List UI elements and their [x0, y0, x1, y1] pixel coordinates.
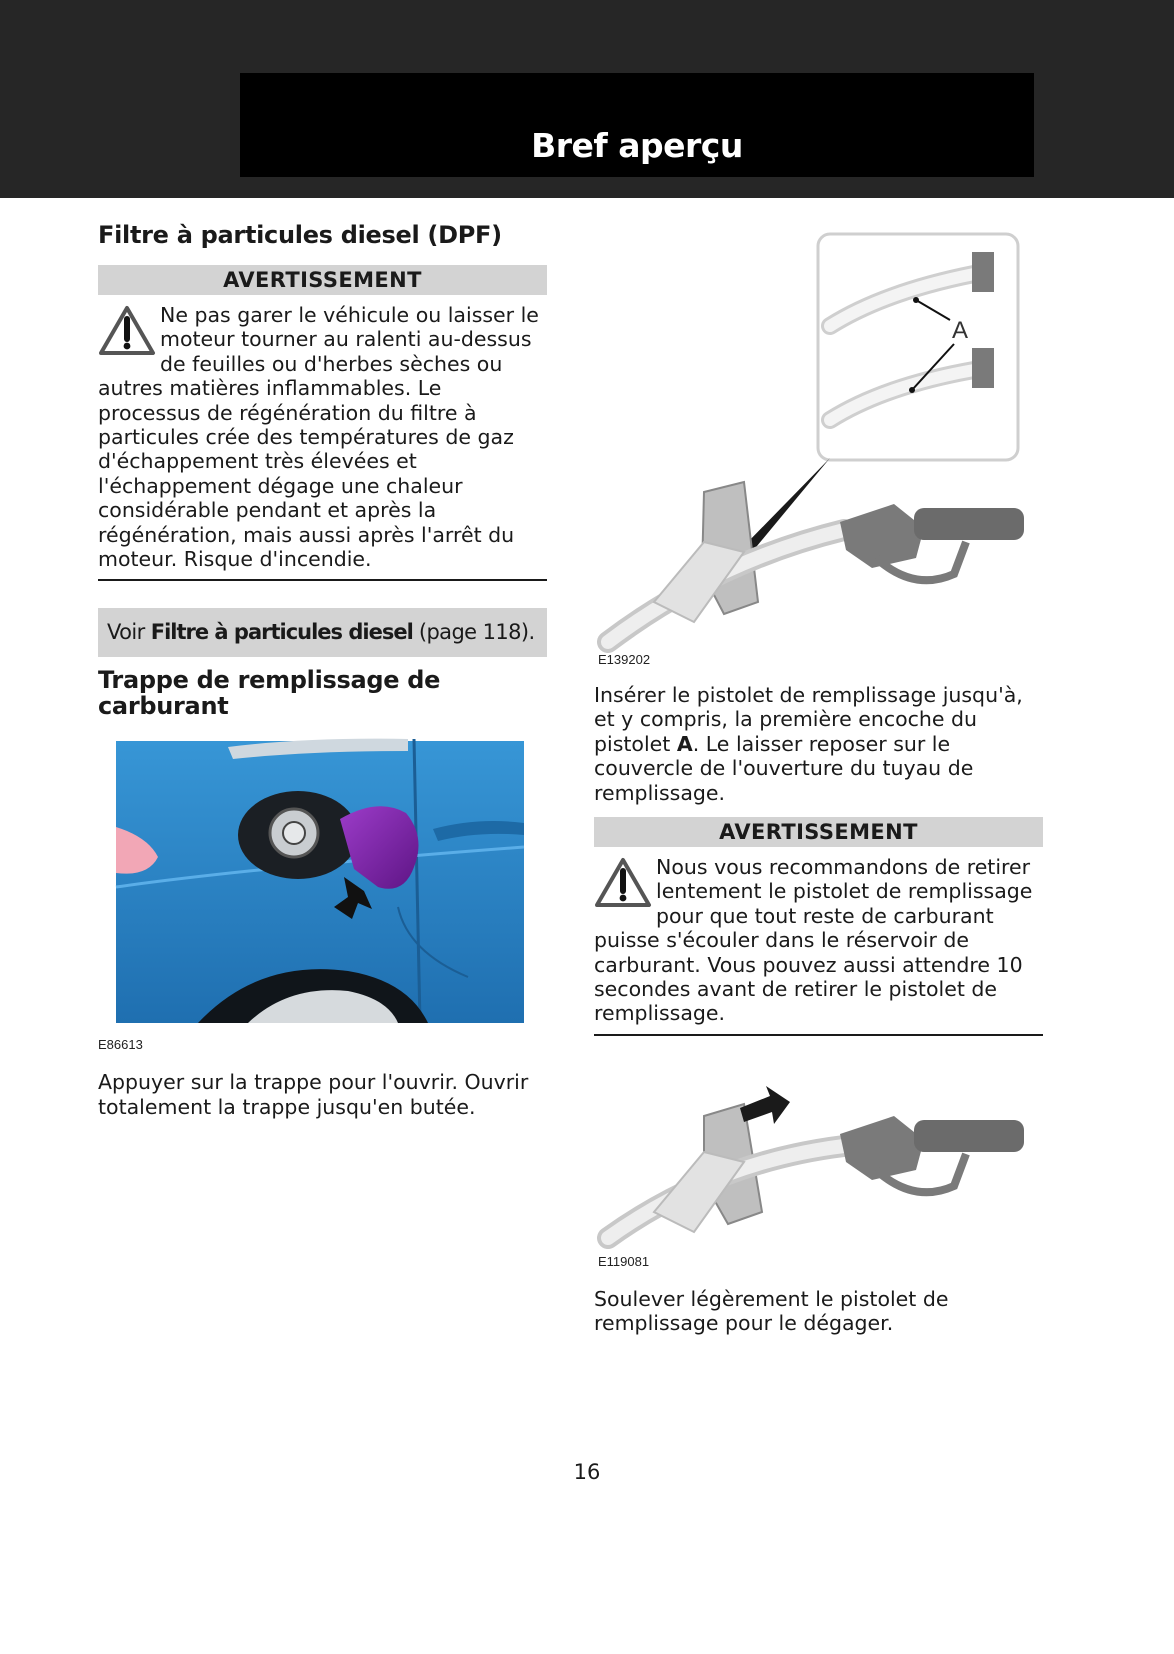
callout-a-label: A [952, 317, 969, 344]
chapter-title: Bref aperçu [531, 126, 743, 165]
see-reference: Voir Filtre à particules diesel (page 118). [98, 608, 547, 657]
warning-label: AVERTISSEMENT [98, 265, 547, 295]
figure-caption-e139202: E139202 [598, 652, 651, 667]
warning-triangle-icon [594, 857, 652, 909]
dpf-heading: Filtre à particules diesel (DPF) [98, 221, 502, 249]
warning-box-2 [594, 847, 1043, 1036]
fuel-door-illustration [108, 737, 528, 1027]
page-number: 16 [573, 1460, 601, 1484]
fuel-nozzle-illustration [594, 222, 1034, 662]
paragraph-open-door: Appuyer sur la trappe pour l'ouvrir. Ouvrir totalement la trappe jusqu'en butée. [98, 1070, 529, 1119]
fuel-door-heading: Trappe de remplissage de carburant [98, 666, 441, 721]
paragraph-lift-nozzle: Soulever légèrement le pistolet de remplissage pour le dégager. [594, 1286, 949, 1336]
warning-box [98, 295, 547, 581]
right-column [594, 222, 1043, 1336]
chapter-title-box [240, 73, 1034, 177]
paragraph-insert-nozzle: Insérer le pistolet de remplissage jusqu'à, et y compris, la première encoche du pistolet A. Le laisser reposer sur le couvercle de l'ouverture du tuyau de remplissage. [594, 683, 1023, 805]
dpf-link[interactable]: Filtre à particules diesel [150, 620, 413, 645]
warning-text-2: Nous vous recommandons de retirer lentement le pistolet de remplissage pour que tout reste de carburant puisse s'écouler dans le réservoir de carburant. Vous pouvez aussi attendre 10 secondes avant de retirer le pistolet de remplissage. [594, 855, 1033, 1026]
warning-label-2: AVERTISSEMENT [594, 817, 1043, 847]
figure-caption-e86613: E86613 [98, 1037, 143, 1053]
figure-caption-e119081: E119081 [598, 1253, 650, 1269]
left-column [98, 222, 547, 1119]
nozzle-removal-illustration [594, 1062, 1034, 1252]
warning-triangle-icon [98, 305, 156, 357]
warning-text: Ne pas garer le véhicule ou laisser le moteur tourner au ralenti au-dessus de feuilles ou d'herbes sèches ou autres matières inflammables. Le processus de régénération du filtre à particules crée des températures de gaz d'échappement très élevées et l'échappement dégage une chaleur considérable pendant et après la régénération, mais aussi après l'arrêt du moteur. Risque d'incendie. [98, 303, 539, 572]
